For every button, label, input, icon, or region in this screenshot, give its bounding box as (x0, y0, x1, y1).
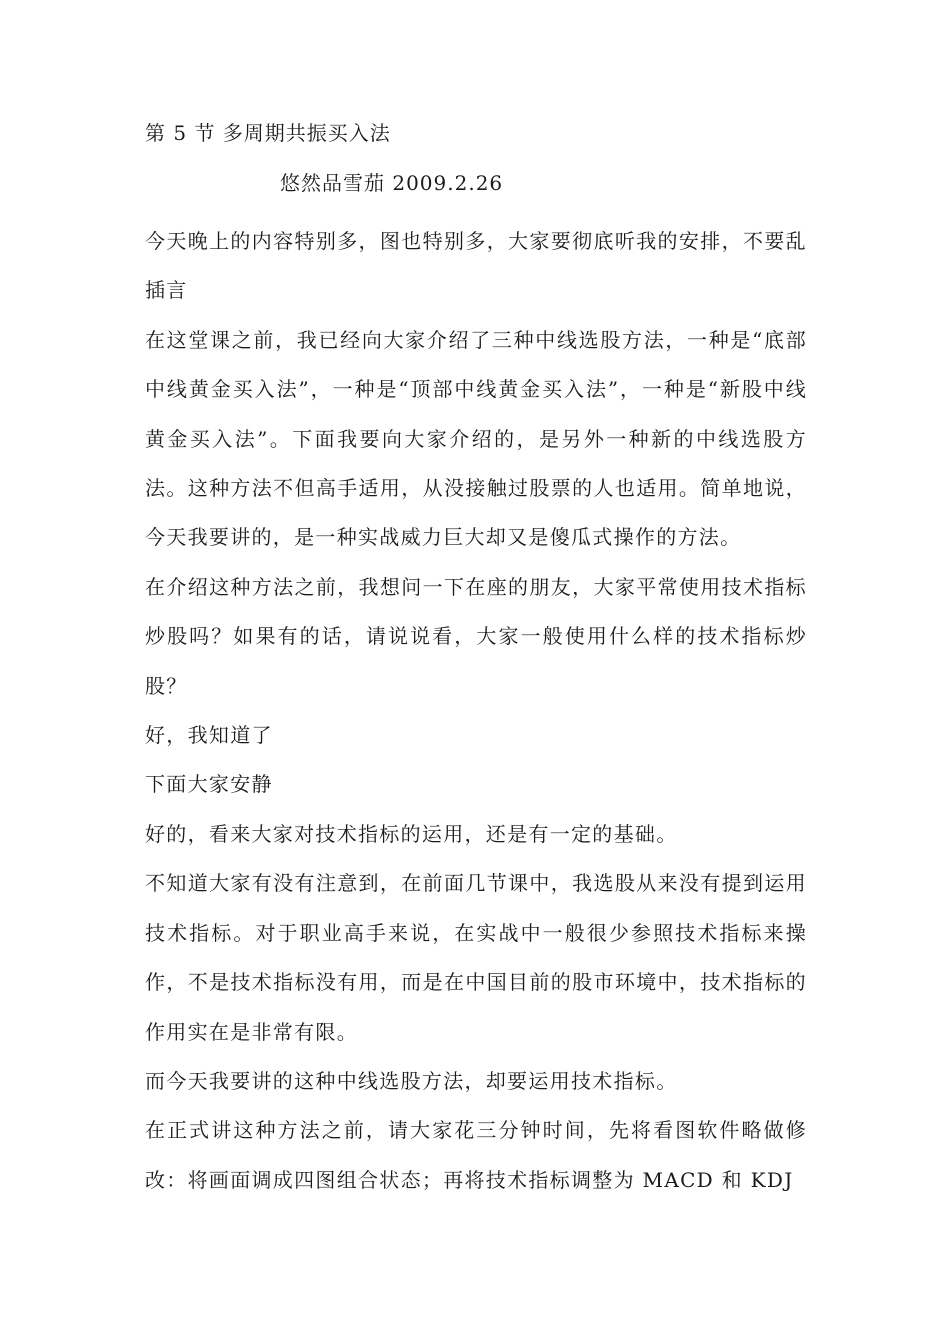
paragraph: 好，我知道了 (145, 723, 273, 748)
paragraph: 不知道大家有没有注意到，在前面几节课中，我选股从来没有提到运用技术指标。对于职业高手来说，在实战中一般很少参照技术指标来操作，不是技术指标没有用，而是在中国目前的股市环境中，技术指标的作用实在是非常有限。 (145, 871, 807, 1044)
body-text (145, 217, 807, 1205)
author-date-line: 悠然品雪茄 2009.2.26 (280, 171, 504, 195)
section-title: 第 5 节 多周期共振买入法 (145, 121, 391, 145)
paragraph: 今天晚上的内容特别多，图也特别多，大家要彻底听我的安排，不要乱插言 (145, 229, 807, 303)
paragraph: 而今天我要讲的这种中线选股方法，却要运用技术指标。 (145, 1068, 678, 1093)
paragraph: 好的，看来大家对技术指标的运用，还是有一定的基础。 (145, 821, 678, 846)
paragraph: 在正式讲这种方法之前，请大家花三分钟时间，先将看图软件略做修改：将画面调成四图组合状态；再将技术指标调整为 MACD 和 KDJ (145, 1118, 807, 1192)
paragraph: 下面大家安静 (145, 772, 273, 797)
paragraph: 在介绍这种方法之前，我想问一下在座的朋友，大家平常使用技术指标炒股吗？如果有的话，请说说看，大家一般使用什么样的技术指标炒股？ (145, 574, 807, 698)
paragraph: 在这堂课之前，我已经向大家介绍了三种中线选股方法，一种是“底部中线黄金买入法”，一种是“顶部中线黄金买入法”，一种是“新股中线黄金买入法”。下面我要向大家介绍的，是另外一种新的中线选股方法。这种方法不但高手适用，从没接触过股票的人也适用。简单地说，今天我要讲的，是一种实战威力巨大却又是傻瓜式操作的方法。 (145, 327, 807, 550)
